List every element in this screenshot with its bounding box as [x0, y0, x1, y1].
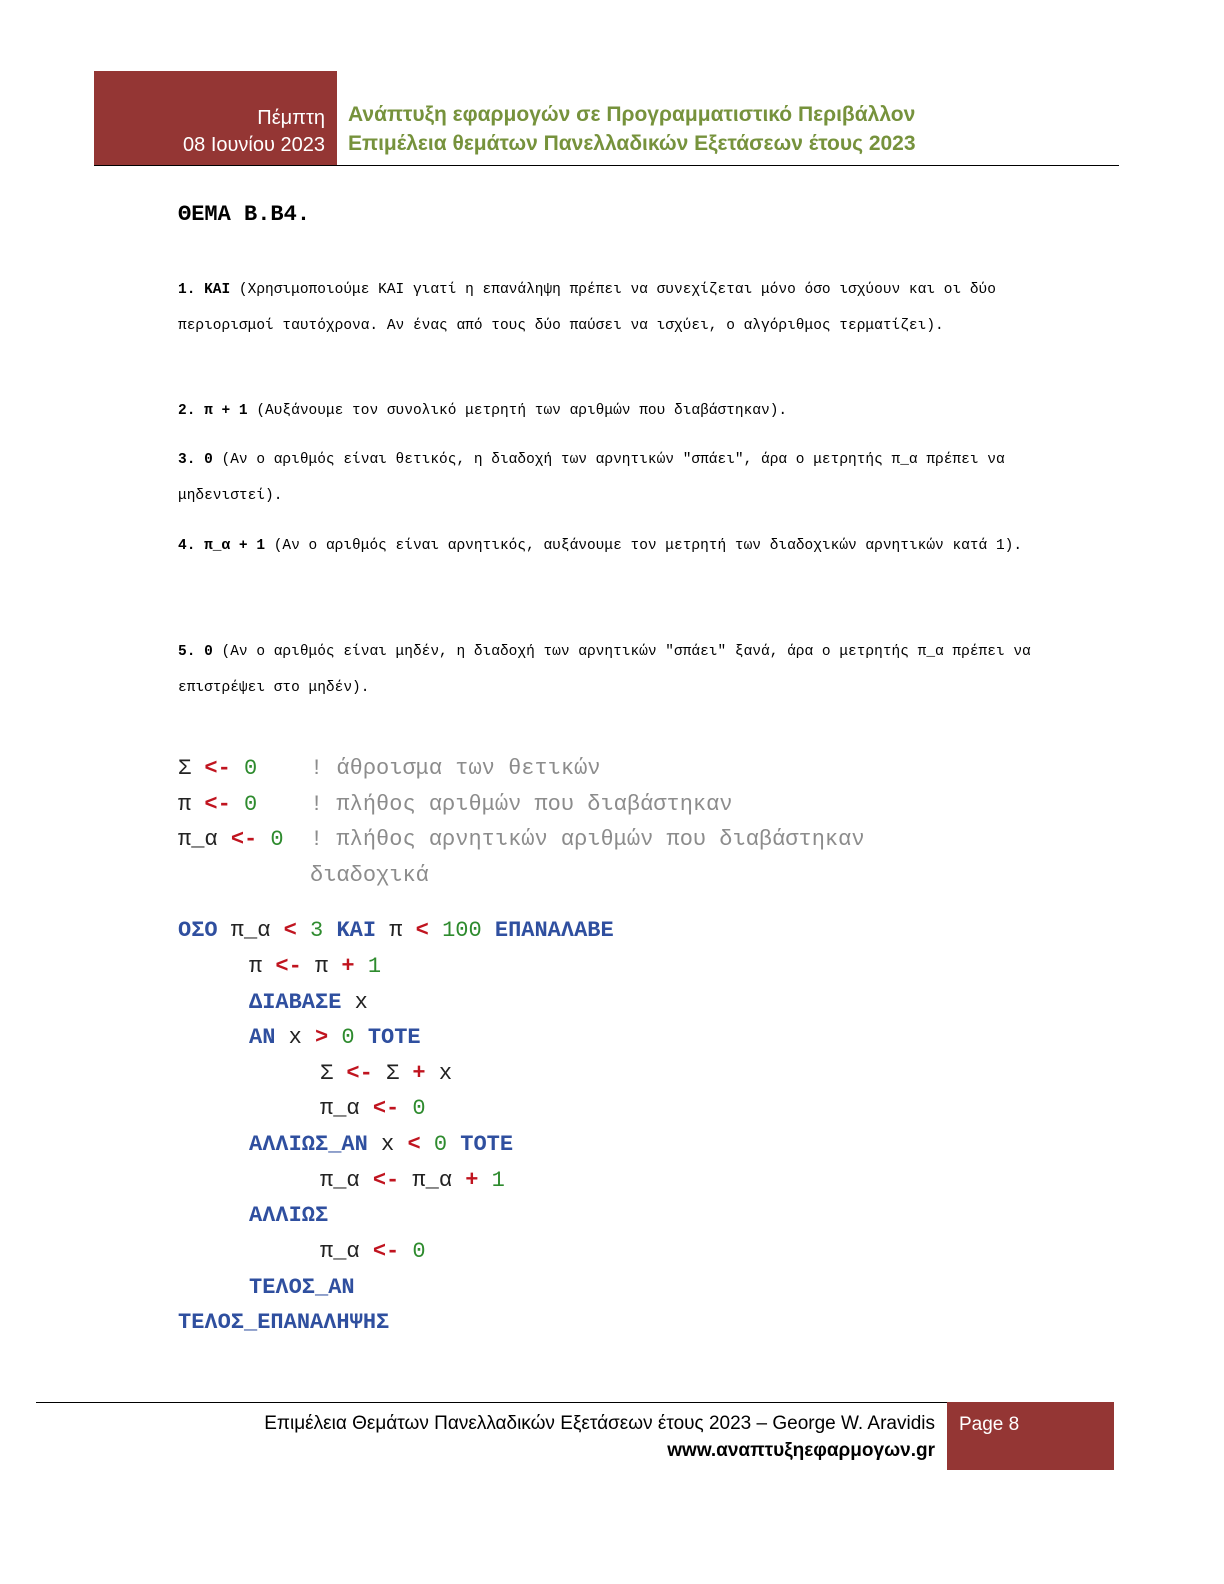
- answer-item-2: [178, 393, 1048, 429]
- code-number: 0: [412, 1096, 426, 1121]
- code-space: [482, 918, 495, 943]
- code-line: [249, 1203, 328, 1229]
- code-line: [178, 863, 429, 889]
- code-identifier: Σ: [372, 1061, 413, 1086]
- code-line: [178, 756, 600, 782]
- code-identifier: π_α: [320, 1239, 373, 1264]
- code-operator: +: [465, 1168, 479, 1193]
- code-identifier: π_α: [178, 827, 231, 852]
- code-line: [249, 1132, 513, 1158]
- code-line: [178, 827, 865, 853]
- code-identifier: x: [367, 1132, 408, 1157]
- code-number: 100: [442, 918, 482, 943]
- code-comment: διαδοχικά: [310, 863, 429, 888]
- code-space: [399, 1239, 412, 1264]
- answer-text: (Αν ο αριθμός είναι μηδέν, η διαδοχή των αρνητικών "σπάει" ξανά, άρα ο μετρητής π_α πρέπει να επιστρέψει στο μηδέν).: [178, 644, 1031, 696]
- code-space: [257, 792, 310, 817]
- answer-key: 0: [204, 644, 213, 660]
- code-comment: ! πλήθος αρνητικών αριθμών που διαβάστηκαν: [310, 827, 865, 852]
- code-identifier: x: [425, 1061, 453, 1086]
- answer-item-4: [178, 528, 1048, 564]
- code-operator: +: [412, 1061, 426, 1086]
- footer-credit: Επιμέλεια Θεμάτων Πανελλαδικών Εξετάσεων έτους 2023 – George W. Aravidis: [264, 1413, 935, 1434]
- footer-page-box: [947, 1402, 1114, 1470]
- code-operator: <-: [204, 756, 231, 781]
- code-operator: <: [415, 918, 429, 943]
- footer-website[interactable]: www.αναπτυξηεφαρμογων.gr: [667, 1440, 935, 1461]
- code-identifier: x: [341, 990, 368, 1015]
- code-keyword: ΟΣΟ: [178, 918, 218, 943]
- answer-text: (Αν ο αριθμός είναι αρνητικός, αυξάνουμε τον μετρητή των διαδοχικών αρνητικών κατά 1).: [273, 538, 1023, 554]
- code-identifier: π_α: [320, 1168, 373, 1193]
- code-line: [178, 918, 614, 944]
- code-number: 1: [367, 954, 382, 979]
- code-line: [178, 792, 733, 818]
- answer-number: 1.: [178, 282, 196, 298]
- code-keyword: ΤΟΤΕ: [460, 1132, 514, 1157]
- code-space: [399, 1096, 412, 1121]
- answer-item-3: [178, 442, 1048, 514]
- code-operator: <: [407, 1132, 421, 1157]
- code-space: [429, 918, 442, 943]
- code-space: [297, 918, 310, 943]
- answer-text: (Αν ο αριθμός είναι θετικός, η διαδοχή των αρνητικών "σπάει", άρα ο μετρητής π_α πρέπει να μηδενιστεί).: [178, 452, 1005, 504]
- code-identifier: π_α: [399, 1168, 466, 1193]
- header-day: Πέμπτη: [257, 107, 325, 129]
- code-operator: >: [315, 1025, 329, 1050]
- header-date: 08 Ιουνίου 2023: [183, 134, 325, 156]
- code-identifier: π: [376, 918, 416, 943]
- code-keyword: ΑΛΛΙΩΣ: [249, 1203, 329, 1228]
- header-title-line1: Ανάπτυξη εφαρμογών σε Προγραμματιστικό Περιβάλλον: [348, 103, 916, 126]
- code-line: [249, 1025, 421, 1051]
- code-number: 0: [412, 1239, 426, 1264]
- answer-text: (Χρησιμοποιούμε ΚΑΙ γιατί η επανάληψη πρέπει να συνεχίζεται μόνο όσο ισχύουν και οι δύο περιορισμοί ταυτόχρονα. Αν ένας από τους δύο παύσει να ισχύει, ο αλγόριθμος τερματίζει).: [178, 282, 996, 334]
- header-title-line2: Επιμέλεια θεμάτων Πανελλαδικών Εξετάσεων έτους 2023: [348, 132, 916, 155]
- answer-item-1: [178, 272, 1048, 344]
- code-line: [178, 1310, 389, 1336]
- code-identifier: π_α: [320, 1096, 373, 1121]
- header-date-box: [94, 71, 337, 166]
- code-identifier: x: [275, 1025, 316, 1050]
- answer-key: 0: [204, 452, 213, 468]
- code-operator: +: [341, 954, 355, 979]
- code-space: [447, 1132, 460, 1157]
- code-space: [178, 863, 310, 888]
- code-space: [323, 918, 336, 943]
- code-operator: <-: [230, 827, 258, 852]
- header-divider: [94, 165, 1119, 166]
- code-space: [355, 954, 368, 979]
- code-number: 0: [270, 827, 284, 852]
- code-keyword: ΑΝ: [249, 1025, 276, 1050]
- answer-text: (Αυξάνουμε τον συνολικό μετρητή των αριθμών που διαβάστηκαν).: [256, 403, 788, 419]
- code-line: [249, 954, 381, 980]
- page-number: Page 8: [959, 1414, 1020, 1435]
- code-comment: ! άθροισμα των θετικών: [310, 756, 601, 781]
- code-keyword: ΑΛΛΙΩΣ_ΑΝ: [249, 1132, 368, 1157]
- answer-key: ΚΑΙ: [204, 282, 231, 298]
- code-keyword: ΚΑΙ: [336, 918, 377, 943]
- code-operator: <-: [372, 1096, 400, 1121]
- code-number: 0: [341, 1025, 355, 1050]
- footer-divider: [36, 1402, 947, 1403]
- code-space: [355, 1025, 368, 1050]
- code-keyword: ΔΙΑΒΑΣΕ: [249, 990, 342, 1015]
- code-identifier: π_α: [217, 918, 284, 943]
- code-keyword: ΤΕΛΟΣ_ΕΠΑΝΑΛΗΨΗΣ: [178, 1310, 390, 1335]
- code-number: 0: [433, 1132, 448, 1157]
- code-comment: ! πλήθος αριθμών που διαβάστηκαν: [310, 792, 733, 817]
- code-line: [320, 1239, 426, 1265]
- section-heading: ΘΕΜΑ Β.Β4.: [178, 202, 311, 227]
- code-line: [249, 990, 368, 1016]
- code-space: [284, 827, 310, 852]
- code-space: [231, 756, 244, 781]
- code-line: [249, 1275, 355, 1301]
- code-operator: <-: [372, 1168, 400, 1193]
- code-keyword: ΤΕΛΟΣ_ΑΝ: [249, 1275, 355, 1300]
- code-operator: <-: [346, 1061, 373, 1086]
- code-space: [421, 1132, 434, 1157]
- code-number: 3: [310, 918, 324, 943]
- code-line: [320, 1061, 452, 1087]
- code-keyword: ΕΠΑΝΑΛΑΒΕ: [494, 918, 614, 943]
- code-space: [257, 756, 310, 781]
- code-number: 1: [491, 1168, 505, 1193]
- code-operator: <-: [275, 954, 302, 979]
- code-number: 0: [244, 792, 258, 817]
- code-identifier: π: [178, 792, 205, 817]
- answer-item-5: [178, 634, 1048, 706]
- answer-number: 5.: [178, 644, 196, 660]
- answer-key: π + 1: [204, 403, 248, 419]
- code-line: [320, 1168, 505, 1194]
- code-space: [328, 1025, 341, 1050]
- code-operator: <-: [372, 1239, 400, 1264]
- code-space: [257, 827, 270, 852]
- code-identifier: Σ: [320, 1061, 347, 1086]
- answer-number: 3.: [178, 452, 196, 468]
- answer-number: 4.: [178, 538, 196, 554]
- code-operator: <: [283, 918, 297, 943]
- code-identifier: π: [301, 954, 342, 979]
- code-number: 0: [244, 756, 258, 781]
- code-line: [320, 1096, 426, 1122]
- code-operator: <-: [204, 792, 231, 817]
- code-identifier: π: [249, 954, 276, 979]
- code-identifier: Σ: [178, 756, 205, 781]
- code-space: [478, 1168, 491, 1193]
- answer-number: 2.: [178, 403, 196, 419]
- answer-key: π_α + 1: [204, 538, 266, 554]
- code-keyword: ΤΟΤΕ: [367, 1025, 421, 1050]
- code-space: [231, 792, 244, 817]
